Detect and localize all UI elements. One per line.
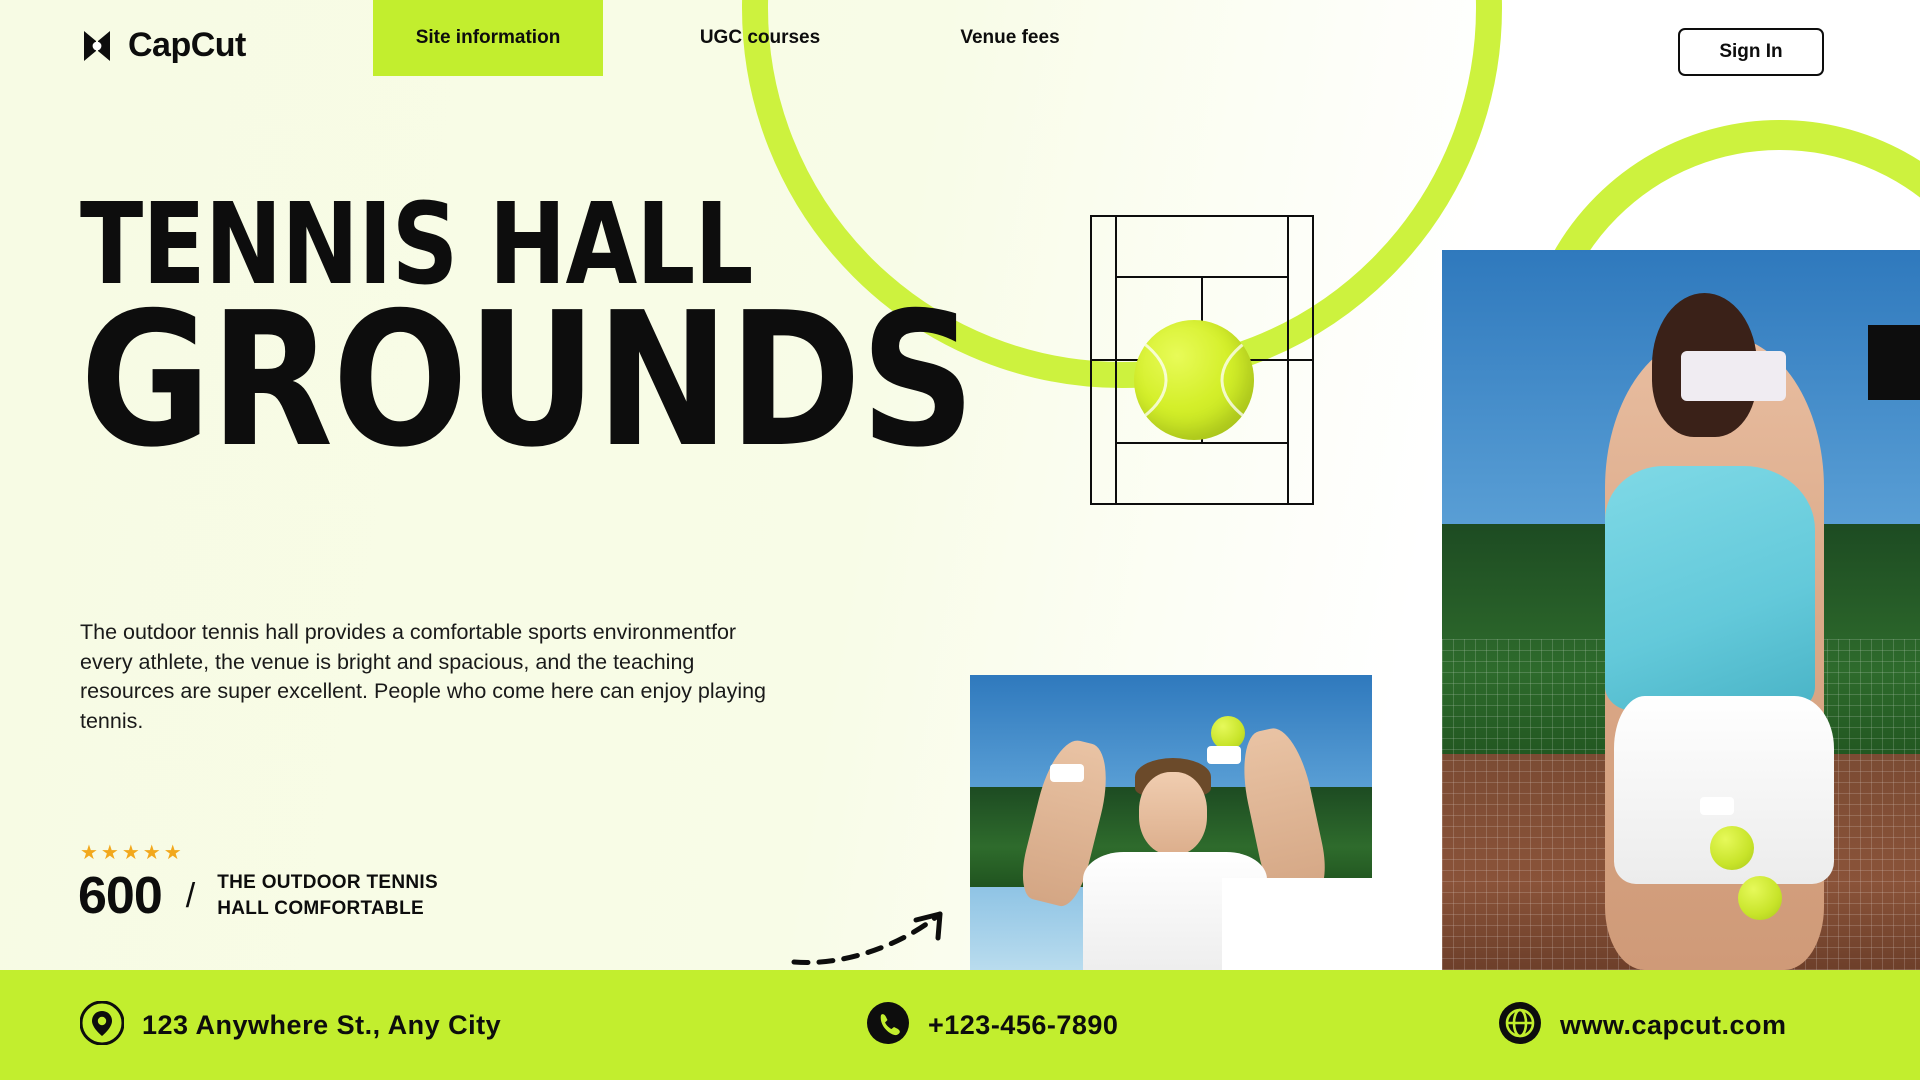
globe-icon xyxy=(1498,1001,1542,1050)
location-pin-icon xyxy=(80,1001,124,1050)
hero-description: The outdoor tennis hall provides a comfortable sports environmentfor every athlete, the venue is bright and spacious, and the teaching resources are super excellent. People who come here can enjoy playing tennis. xyxy=(80,620,767,733)
photo-player-top xyxy=(1605,466,1815,711)
photo-wristband xyxy=(1207,746,1241,764)
photo-wristband-2 xyxy=(1050,764,1084,782)
stat-label-line-2: HALL COMFORTABLE xyxy=(217,898,424,919)
stat-label-line-1: THE OUTDOOR TENNIS xyxy=(217,872,438,894)
stat-divider: / xyxy=(185,876,196,915)
brand-logo[interactable] xyxy=(80,26,246,65)
dashed-arrow-icon xyxy=(790,900,970,970)
photo-man-face xyxy=(1139,772,1207,855)
page-title-line-1: TENNIS HALL xyxy=(80,180,753,310)
footer-phone-text: +123-456-7890 xyxy=(928,1009,1119,1040)
footer-bar xyxy=(0,970,1920,1080)
phone-icon xyxy=(866,1001,910,1050)
tennis-ball-seam xyxy=(1134,320,1254,440)
nav-item-venue-fees[interactable] xyxy=(910,0,1110,76)
photo-wristband xyxy=(1700,797,1734,815)
photo-player-visor xyxy=(1681,351,1786,401)
brand-name: CapCut xyxy=(128,26,246,64)
stat-number: 600 xyxy=(78,867,162,925)
nav-item-label: Venue fees xyxy=(960,27,1060,48)
footer-address-text: 123 Anywhere St., Any City xyxy=(142,1009,502,1040)
stat-label xyxy=(217,870,438,921)
page-title-line-2: GROUNDS xyxy=(80,271,975,488)
nav-item-site-information[interactable] xyxy=(373,0,603,76)
capcut-logo-icon xyxy=(80,27,114,65)
top-navigation-bar xyxy=(0,0,1920,92)
decorative-white-notch xyxy=(1222,878,1442,970)
page-title xyxy=(80,180,1012,488)
footer-phone xyxy=(866,1001,1118,1050)
nav-item-label: Site information xyxy=(415,27,561,48)
stat-block xyxy=(78,866,438,926)
footer-website[interactable] xyxy=(1498,1001,1787,1050)
nav-item-ugc-courses[interactable] xyxy=(660,0,860,76)
nav-item-label: UGC courses xyxy=(699,27,821,48)
decorative-black-tab xyxy=(1868,325,1920,400)
footer-address xyxy=(80,1001,501,1050)
footer-website-text: www.capcut.com xyxy=(1560,1009,1787,1040)
photo-female-tennis-player xyxy=(1442,250,1920,970)
rating-stars: ★★★★★ xyxy=(80,842,185,864)
photo-ball-1 xyxy=(1710,826,1754,870)
sign-in-button[interactable] xyxy=(1678,28,1824,76)
sign-in-label: Sign In xyxy=(1719,41,1783,62)
tennis-ball-graphic xyxy=(1134,320,1254,440)
